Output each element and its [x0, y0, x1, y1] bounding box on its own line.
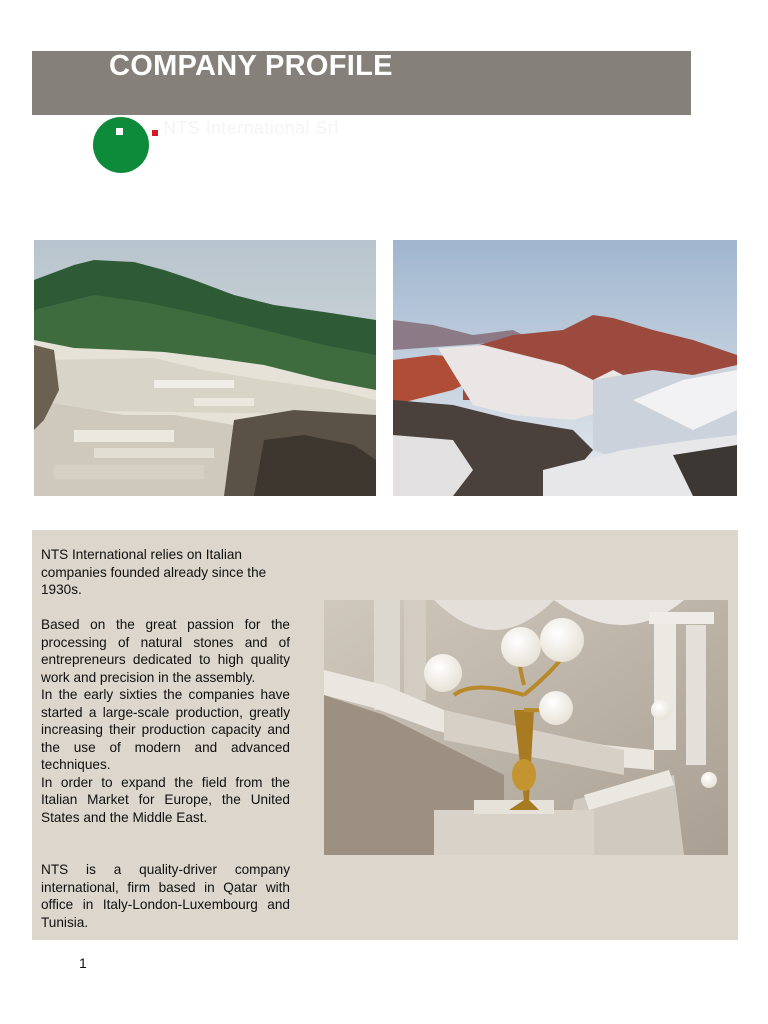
quality-paragraph: NTS is a quality-driver company international, firm based in Qatar with office in Italy-London-Luxembourg and Tunisia.: [41, 862, 290, 930]
intro-paragraph: NTS International relies on Italian companies founded already since the 1930s.: [41, 547, 267, 597]
logo-red-dot-icon: [152, 130, 158, 136]
page-number: 1: [79, 955, 87, 971]
page-title: COMPANY PROFILE: [109, 50, 393, 82]
sixties-text: In the early sixties the companies have started a large-scale production, greatly increasing their production capacity and the use of modern and advanced techniques.: [41, 687, 290, 772]
logo-circle: [93, 117, 149, 173]
staircase-photo: [324, 600, 728, 855]
expand-text: In order to expand the field from the Italian Market for Europe, the United States and the Middle East.: [41, 774, 290, 825]
quarry-photo-left: [34, 240, 376, 496]
passion-text: Based on the great passion for the processing of natural stones and of entrepreneurs dedicated to high quality work and precision in the assembly.: [41, 617, 290, 685]
logo-dot-icon: [116, 128, 123, 135]
logo-text: NTS International Srl: [163, 118, 339, 138]
header-bar: [32, 51, 691, 115]
history-paragraph: [41, 616, 290, 826]
quarry-photo-right: [393, 240, 737, 496]
